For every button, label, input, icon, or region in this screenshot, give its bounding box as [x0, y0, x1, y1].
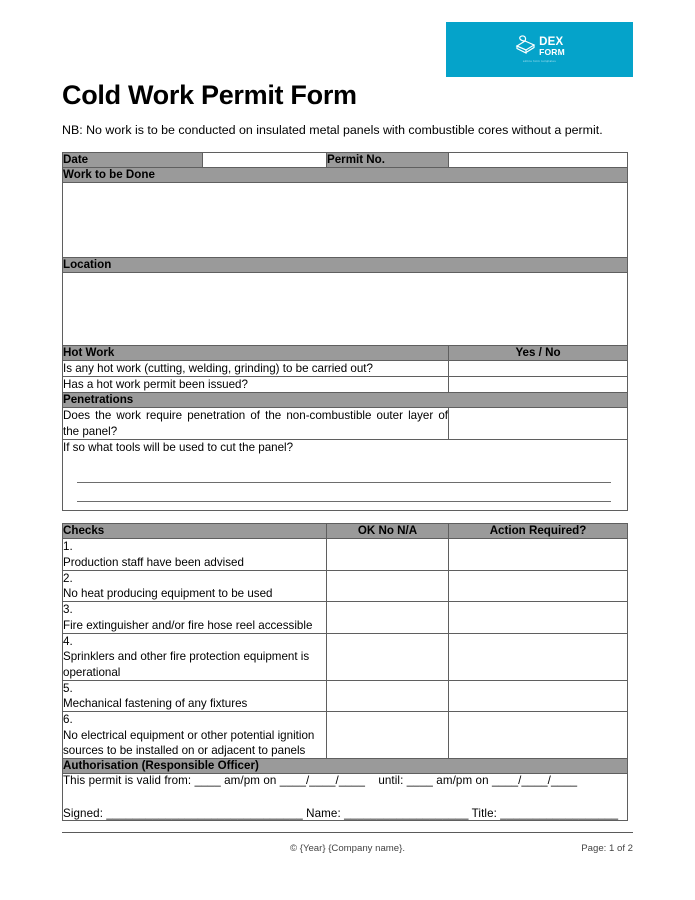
date-label: Date — [63, 152, 203, 167]
penetrations-tools-cell — [63, 439, 628, 510]
authorisation-header-row — [63, 759, 628, 774]
check-action-2[interactable] — [449, 570, 628, 602]
hot-work-header-row — [63, 345, 628, 360]
tools-answer-line-2[interactable] — [77, 483, 611, 502]
penetrations-question-row — [63, 408, 628, 440]
checks-status-header: OK No N/A — [327, 524, 449, 539]
check-action-4[interactable] — [449, 634, 628, 681]
work-value-row — [63, 182, 628, 257]
section-gap — [63, 511, 628, 524]
from-on-label: on — [263, 774, 277, 788]
table-row — [63, 712, 628, 759]
penetrations-tools-row — [63, 439, 628, 510]
tools-answer-line-1[interactable] — [77, 463, 611, 483]
hot-work-header: Hot Work — [63, 345, 449, 360]
permit-validity-line — [63, 774, 627, 787]
logo-tagline: online form templates — [522, 60, 557, 64]
check-text-6: No electrical equipment or other potential ignition sources to be installed on or adjacent to panels — [63, 728, 315, 758]
hot-work-answer-header: Yes / No — [449, 345, 628, 360]
document-body — [62, 0, 633, 821]
check-number-3: 3. — [63, 603, 73, 617]
work-header-row — [63, 167, 628, 182]
check-row-2 — [63, 570, 327, 602]
check-status-2[interactable] — [327, 570, 449, 602]
name-label: Name: — [306, 807, 341, 821]
check-status-1[interactable] — [327, 539, 449, 571]
permit-no-label: Permit No. — [327, 152, 449, 167]
penetrations-question: Does the work require penetration of the non-combustible outer layer of the panel? — [63, 409, 448, 438]
checks-action-header: Action Required? — [449, 524, 628, 539]
until-label: until: — [378, 774, 404, 788]
checks-header-row — [63, 524, 628, 539]
validity-prefix: This permit is valid from: — [63, 774, 192, 788]
check-action-3[interactable] — [449, 602, 628, 634]
penetrations-tools-answer-lines — [63, 455, 627, 510]
until-time-field[interactable]: ____ — [406, 774, 433, 788]
check-row-3 — [63, 602, 327, 634]
authorisation-body-row — [63, 774, 628, 821]
from-ampm-label[interactable]: am/pm — [224, 774, 261, 788]
table-row — [63, 539, 628, 571]
check-row-5 — [63, 680, 327, 712]
from-time-field[interactable]: ____ — [194, 774, 221, 788]
penetrations-header: Penetrations — [63, 393, 628, 408]
check-action-6[interactable] — [449, 712, 628, 759]
check-text-5: Mechanical fastening of any fixtures — [63, 697, 248, 711]
table-row — [63, 570, 628, 602]
until-ampm-label[interactable]: am/pm — [436, 774, 473, 788]
checks-header: Checks — [63, 524, 327, 539]
permit-no-input[interactable] — [449, 152, 628, 167]
check-number-5: 5. — [63, 681, 73, 695]
check-number-4: 4. — [63, 635, 73, 648]
check-text-1: Production staff have been advised — [63, 555, 244, 569]
title-field[interactable]: __________________ — [500, 807, 619, 821]
authorisation-body — [63, 774, 628, 821]
table-row — [63, 680, 628, 712]
tools-spacer-bottom — [77, 502, 611, 510]
hot-work-answer-2[interactable] — [449, 377, 628, 393]
footer-divider — [62, 832, 633, 833]
nb-note: NB: No work is to be conducted on insulated metal panels with combustible cores without a permit. — [62, 123, 603, 137]
from-date-field[interactable]: ____/____/____ — [279, 774, 366, 788]
signature-line — [63, 807, 627, 820]
check-action-5[interactable] — [449, 680, 628, 712]
check-number-2: 2. — [63, 571, 73, 585]
location-header: Location — [63, 257, 628, 272]
work-to-be-done-header: Work to be Done — [63, 167, 628, 182]
until-on-label: on — [475, 774, 489, 788]
footer-row — [62, 843, 633, 857]
footer-copyright: © {Year} {Company name}. — [290, 843, 405, 854]
cold-work-permit-table — [62, 152, 628, 822]
check-action-1[interactable] — [449, 539, 628, 571]
logo-word-dex: DEX — [539, 36, 564, 49]
title-label: Title: — [471, 807, 497, 821]
location-header-row — [63, 257, 628, 272]
check-status-5[interactable] — [327, 680, 449, 712]
hot-work-row — [63, 360, 628, 376]
check-row-1 — [63, 539, 327, 571]
signed-field[interactable]: ______________________________ — [106, 807, 303, 821]
check-row-4 — [63, 634, 327, 681]
work-to-be-done-input[interactable] — [63, 182, 628, 257]
check-number-1: 1. — [63, 540, 73, 554]
check-text-3: Fire extinguisher and/or fire hose reel accessible — [63, 618, 313, 632]
name-field[interactable]: ___________________ — [344, 807, 469, 821]
until-date-field[interactable]: ____/____/____ — [491, 774, 578, 788]
check-status-6[interactable] — [327, 712, 449, 759]
table-row — [63, 602, 628, 634]
location-value-row — [63, 272, 628, 345]
penetrations-header-row — [63, 393, 628, 408]
penetrations-tools-question: If so what tools will be used to cut the panel? — [63, 440, 294, 454]
meta-row — [63, 152, 628, 167]
page-footer — [62, 832, 633, 857]
check-text-2: No heat producing equipment to be used — [63, 587, 273, 601]
check-text-4: Sprinklers and other fire protection equipment is operational — [63, 650, 310, 679]
check-number-6: 6. — [63, 713, 73, 727]
hot-work-row — [63, 377, 628, 393]
signed-label: Signed: — [63, 807, 104, 821]
hot-work-question-2: Has a hot work permit been issued? — [63, 377, 449, 393]
tools-spacer — [77, 455, 611, 463]
check-row-6 — [63, 712, 327, 759]
footer-page-number: Page: 1 of 2 — [581, 843, 633, 854]
hot-work-question-1: Is any hot work (cutting, welding, grinding) to be carried out? — [63, 360, 449, 376]
table-row — [63, 634, 628, 681]
page-title: Cold Work Permit Form — [62, 80, 357, 110]
check-status-4[interactable] — [327, 634, 449, 681]
hot-work-answer-1[interactable] — [449, 360, 628, 376]
date-input[interactable] — [203, 152, 327, 167]
section-gap-cell — [63, 511, 628, 524]
check-status-3[interactable] — [327, 602, 449, 634]
location-input[interactable] — [63, 272, 628, 345]
authorisation-header: Authorisation (Responsible Officer) — [63, 759, 628, 774]
logo-word-form: FORM — [539, 47, 565, 58]
penetrations-answer[interactable] — [449, 408, 628, 440]
